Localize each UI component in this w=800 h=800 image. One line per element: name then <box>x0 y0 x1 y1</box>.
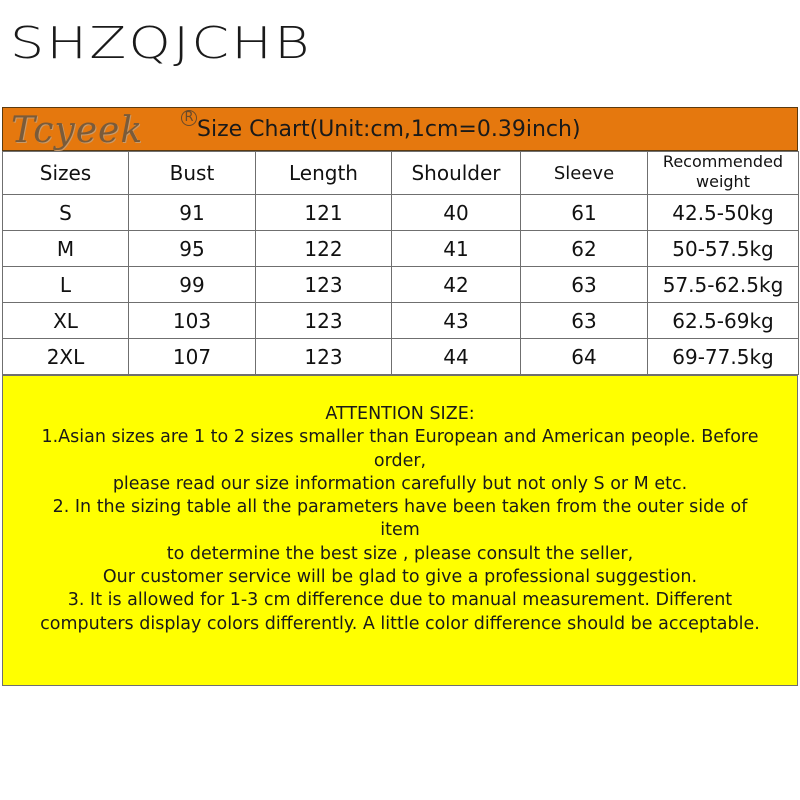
notice-line: please read our size information carefully but not only S or M etc. <box>112 473 688 494</box>
table-cell: 42.5-50kg <box>648 195 799 231</box>
notice-line: 3. It is allowed for 1-3 cm difference due to manual measurement. Different <box>67 590 733 611</box>
notice-line: to determine the best size , please consult the seller, <box>166 543 634 564</box>
notice-line: 2. In the sizing table all the parameters have been taken from the outer side of <box>52 497 748 518</box>
table-row <box>3 303 799 339</box>
table-header-row <box>3 152 799 195</box>
table-cell: M <box>3 231 129 267</box>
table-cell: 103 <box>129 303 256 339</box>
chart-title: Size Chart(Unit:cm,1cm=0.39inch) <box>197 117 581 142</box>
registered-mark-icon: R <box>181 110 197 126</box>
table-cell: 63 <box>521 303 648 339</box>
table-cell: 64 <box>521 339 648 375</box>
attention-notice <box>2 375 798 686</box>
table-cell: 123 <box>256 303 392 339</box>
table-cell: 2XL <box>3 339 129 375</box>
column-header: Length <box>256 152 392 195</box>
table-cell: 122 <box>256 231 392 267</box>
table-cell: 62.5-69kg <box>648 303 799 339</box>
table-cell: 69-77.5kg <box>648 339 799 375</box>
table-cell: 107 <box>129 339 256 375</box>
size-chart <box>2 107 798 686</box>
table-cell: 43 <box>392 303 521 339</box>
weight-header-line: weight <box>696 172 750 191</box>
table-cell: 61 <box>521 195 648 231</box>
chart-header <box>2 107 798 151</box>
table-cell: XL <box>3 303 129 339</box>
column-header: Sizes <box>3 152 129 195</box>
notice-line: Our customer service will be glad to give a professional suggestion. <box>102 567 698 588</box>
size-table <box>2 151 799 375</box>
column-header-weight <box>648 152 799 195</box>
weight-header-line: Recommended <box>662 152 784 171</box>
notice-line: item <box>380 520 420 541</box>
table-cell: 121 <box>256 195 392 231</box>
column-header: Shoulder <box>392 152 521 195</box>
table-cell: 95 <box>129 231 256 267</box>
table-cell: 63 <box>521 267 648 303</box>
table-cell: 50-57.5kg <box>648 231 799 267</box>
column-header: Sleeve <box>521 152 648 195</box>
brand-logo: Tcyeek <box>11 110 144 151</box>
table-cell: 99 <box>129 267 256 303</box>
table-cell: 44 <box>392 339 521 375</box>
table-cell: 91 <box>129 195 256 231</box>
table-cell: 42 <box>392 267 521 303</box>
notice-line: order, <box>373 450 427 471</box>
notice-line: computers display colors differently. A little color difference should be acceptable. <box>40 613 760 634</box>
table-cell: 62 <box>521 231 648 267</box>
notice-line: ATTENTION SIZE: <box>325 404 475 424</box>
table-cell: S <box>3 195 129 231</box>
brand-title: SHZQJCHB <box>10 18 312 69</box>
table-row <box>3 267 799 303</box>
table-cell: 123 <box>256 339 392 375</box>
table-row <box>3 195 799 231</box>
table-cell: 41 <box>392 231 521 267</box>
table-row <box>3 231 799 267</box>
column-header: Bust <box>129 152 256 195</box>
table-cell: L <box>3 267 129 303</box>
table-cell: 123 <box>256 267 392 303</box>
table-cell: 57.5-62.5kg <box>648 267 799 303</box>
table-row <box>3 339 799 375</box>
table-cell: 40 <box>392 195 521 231</box>
notice-line: 1.Asian sizes are 1 to 2 sizes smaller than European and American people. Before <box>41 427 759 448</box>
